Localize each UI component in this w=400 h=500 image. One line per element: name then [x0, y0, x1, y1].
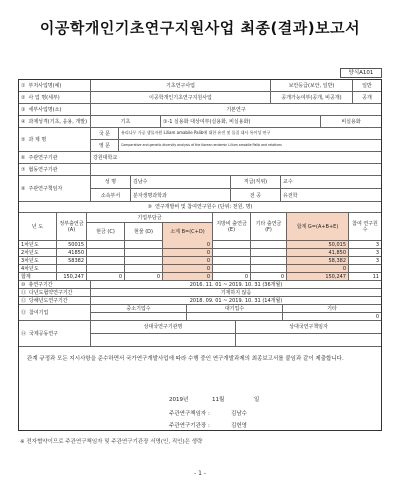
- row-total-period: [19, 281, 381, 289]
- form-id-badge: 양식A101: [340, 68, 382, 78]
- pi-major-label: 전 공: [231, 189, 281, 202]
- large-count-label: 대기업수: [187, 305, 283, 313]
- funding-cash: [87, 241, 125, 248]
- funding-sum-cash: 0: [87, 273, 125, 280]
- program-label: ② 사 업 명(세부): [19, 92, 91, 103]
- funding-gov: 58382: [57, 257, 87, 264]
- funding-sum-total: 150,247: [287, 273, 349, 280]
- sme-count-label: 중소기업수: [91, 305, 187, 313]
- program-value: 이공학개인기초연구지원사업: [91, 92, 271, 103]
- funding-inkind: [125, 265, 163, 272]
- pi-dept-label: 소속부서: [91, 189, 131, 202]
- funding-heading: ⑨ 연구개발비 및 참여연구원수 (단위: 천원, 명): [147, 204, 253, 210]
- multiyear-period-value: 기재하지 않음: [220, 289, 252, 296]
- multiyear-period-label: ⑪ 다년도협약연구기간: [19, 289, 91, 296]
- funding-other: [251, 265, 287, 272]
- col-gov-header: 정부출연금 (A): [57, 213, 87, 240]
- col-cash-header: 현금 (C): [87, 223, 125, 241]
- ministry-label: ① 부처사업명(예): [19, 80, 91, 91]
- col-total-header: 합계 G=(A+B+E): [287, 213, 349, 240]
- title-en-value: Comparative and genetic diversity analysis of the Korean endemic Lilium amabile Palib and relatives: [121, 143, 282, 148]
- partner-pi-label: 상대국연구책임자: [236, 321, 381, 334]
- funding-other: [251, 257, 287, 264]
- total-period-value: 2016. 11. 01 ~ 2019. 10. 31 (36개월): [189, 281, 283, 288]
- funding-sum-gov: 150,247: [57, 273, 87, 280]
- head-signature-name: 김헌영: [231, 423, 247, 429]
- coop-institution-value: [91, 164, 381, 175]
- footnote: ※ 전자협약이므로 주관연구책임자 및 주관연구기관장 서명(인, 직인)은 생략: [20, 439, 203, 445]
- pi-signature-label: 주관연구책임자 :: [169, 411, 210, 417]
- funding-people: 3: [375, 249, 379, 256]
- partner-institution-label: 상대국연구기관명: [91, 321, 236, 334]
- funding-row: [19, 241, 381, 249]
- funding-year: 3차년도: [19, 257, 57, 264]
- pi-signature-name: 김남수: [231, 411, 247, 417]
- row-subprogram: [19, 104, 381, 116]
- practical-value: 비실용화: [341, 118, 361, 125]
- funding-sum-subtotal: 0: [163, 273, 213, 280]
- funding-total: 0: [287, 265, 349, 272]
- funding-subtotal: 0: [163, 265, 213, 272]
- funding-sum-row: [19, 273, 381, 281]
- funding-cash: [87, 257, 125, 264]
- funding-table-header: [19, 213, 381, 241]
- row-funding-heading: [19, 202, 381, 213]
- funding-gov: 50015: [57, 241, 87, 248]
- row-multiyear-period: [19, 289, 381, 297]
- total-period-label: ⑩ 총연구기간: [19, 281, 91, 288]
- funding-local: [213, 257, 251, 264]
- funding-row: [19, 249, 381, 257]
- funding-cash: [87, 265, 125, 272]
- practical-label: ①-1 실용화 대상여부(실용화, 비실용화): [161, 116, 321, 127]
- current-period-label: ⑫ 당해년도연구기간: [19, 297, 91, 304]
- funding-subtotal: 0: [163, 257, 213, 264]
- page-title: 이공학개인기초연구지원사업 최종(결과)보고서: [39, 19, 361, 37]
- funding-year: 2차년도: [19, 249, 57, 256]
- declaration-text: 관계 규정과 모든 지시사항을 준수하면서 국가연구개발사업에 따라 수행 중인 연구개발과제의 최종보고서를 붙임과 같이 제출합니다.: [27, 356, 344, 362]
- pi-position-label: 직급(직위): [231, 176, 281, 189]
- funding-other: [251, 241, 287, 248]
- col-inkind-header: 현물 (D): [125, 223, 163, 241]
- disclosure-label: 공개가능여부(공개, 비공개): [271, 92, 353, 103]
- funding-other: [251, 249, 287, 256]
- col-company-group-header: 기업부담금: [87, 213, 213, 223]
- col-local-header: 지방비 출연금 (E): [213, 213, 251, 240]
- current-period-value: 2018. 09. 01 ~ 2019. 10. 31 (14개월): [189, 297, 283, 304]
- submission-day: 일: [254, 397, 260, 403]
- funding-inkind: [125, 241, 163, 248]
- funding-local: [213, 249, 251, 256]
- funding-subtotal: 0: [163, 241, 213, 248]
- row-ministry: [19, 80, 381, 92]
- subprogram-label: ③ 세부사업명(소): [19, 104, 91, 115]
- funding-people: 3: [375, 257, 379, 264]
- funding-gov: 41850: [57, 249, 87, 256]
- funding-sum-local: 0: [213, 273, 251, 280]
- row-participating-companies: [19, 305, 381, 321]
- funding-sum-inkind: 0: [125, 273, 163, 280]
- funding-inkind: [125, 249, 163, 256]
- page-number: - 1 -: [194, 470, 206, 477]
- report-form: [18, 79, 382, 431]
- row-nature: [19, 116, 381, 128]
- pi-name-label: 성 명: [91, 176, 131, 189]
- ministry-value: 기초연구사업: [91, 80, 271, 91]
- row-principal-investigator: [19, 176, 381, 202]
- funding-inkind: [125, 257, 163, 264]
- funding-total: 50,015: [287, 241, 349, 248]
- title-ko-value: 유리나무 가공 생물자원 Liliam amabile Palib에 대한 유전 및 물질 대사 특이성 연구: [119, 128, 381, 140]
- pi-name-value: 김남수: [131, 176, 231, 189]
- funding-sum-other: 0: [251, 273, 287, 280]
- subprogram-value: 기본연구: [226, 106, 246, 113]
- col-other-header: 기타 출연금 (F): [251, 213, 287, 240]
- funding-year: 1차년도: [19, 241, 57, 248]
- row-program: [19, 92, 381, 104]
- pi-label: ⑧ 주관연구책임자: [19, 176, 91, 201]
- row-international-research: [19, 321, 381, 347]
- funding-sum-label: 합계: [19, 273, 57, 280]
- pi-major-value: 유전학: [283, 192, 298, 199]
- funding-total: 41,850: [287, 249, 349, 256]
- other-count-label: 기타: [283, 305, 381, 313]
- submission-year: 2019년: [169, 397, 189, 403]
- coop-institution-label: ⑦ 협동연구기관: [19, 164, 91, 175]
- row-current-period: [19, 297, 381, 305]
- funding-sum-people: 11: [372, 273, 379, 280]
- funding-local: [213, 241, 251, 248]
- funding-subtotal: 0: [163, 249, 213, 256]
- disclosure-value: 공개: [362, 94, 372, 101]
- title-en-label: 영 문: [91, 140, 119, 152]
- lead-institution-label: ⑥ 주관연구기관: [19, 152, 91, 163]
- project-title-label: ⑤ 과 제 명: [19, 128, 91, 151]
- partner-institution-value: [91, 334, 236, 347]
- other-count-value: 0: [375, 314, 379, 320]
- submission-month: 11월: [212, 397, 225, 403]
- companies-label: ⑬ 참여기업: [19, 305, 91, 320]
- funding-row: [19, 257, 381, 265]
- security-label: 보안등급(보안, 일반): [271, 80, 353, 91]
- pi-dept-value: 분자생명과학과: [131, 189, 231, 202]
- large-count-value: [187, 313, 283, 321]
- funding-cash: [87, 249, 125, 256]
- funding-year: 4차년도: [19, 265, 57, 272]
- row-lead-institution: [19, 152, 381, 164]
- row-coop-institution: [19, 164, 381, 176]
- pi-position-value: 교수: [281, 176, 381, 189]
- nature-label: ④ 과제성격(기초, 응용, 개발): [19, 116, 91, 127]
- row-project-title: [19, 128, 381, 152]
- funding-row: [19, 265, 381, 273]
- declaration-block: [19, 347, 381, 431]
- partner-pi-value: [236, 334, 381, 347]
- intl-research-label: ⑭ 국제공동연구: [19, 321, 91, 346]
- funding-people: [349, 265, 381, 272]
- nature-value: 기초: [91, 116, 161, 127]
- col-subtotal-header: 소계 B=(C+D): [163, 223, 213, 241]
- col-people-header: 참여 연구원수: [352, 220, 378, 233]
- lead-institution-value: 강원대학교: [93, 154, 118, 161]
- funding-local: [213, 265, 251, 272]
- security-value: 일반: [362, 82, 372, 89]
- funding-total: 58,382: [287, 257, 349, 264]
- funding-people: 3: [375, 241, 379, 248]
- col-year-header: 년 도: [19, 213, 57, 240]
- head-signature-label: 주관연구기관장 :: [169, 423, 210, 429]
- funding-gov: [57, 265, 87, 272]
- sme-count-value: [91, 313, 187, 321]
- title-ko-label: 국 문: [91, 128, 119, 140]
